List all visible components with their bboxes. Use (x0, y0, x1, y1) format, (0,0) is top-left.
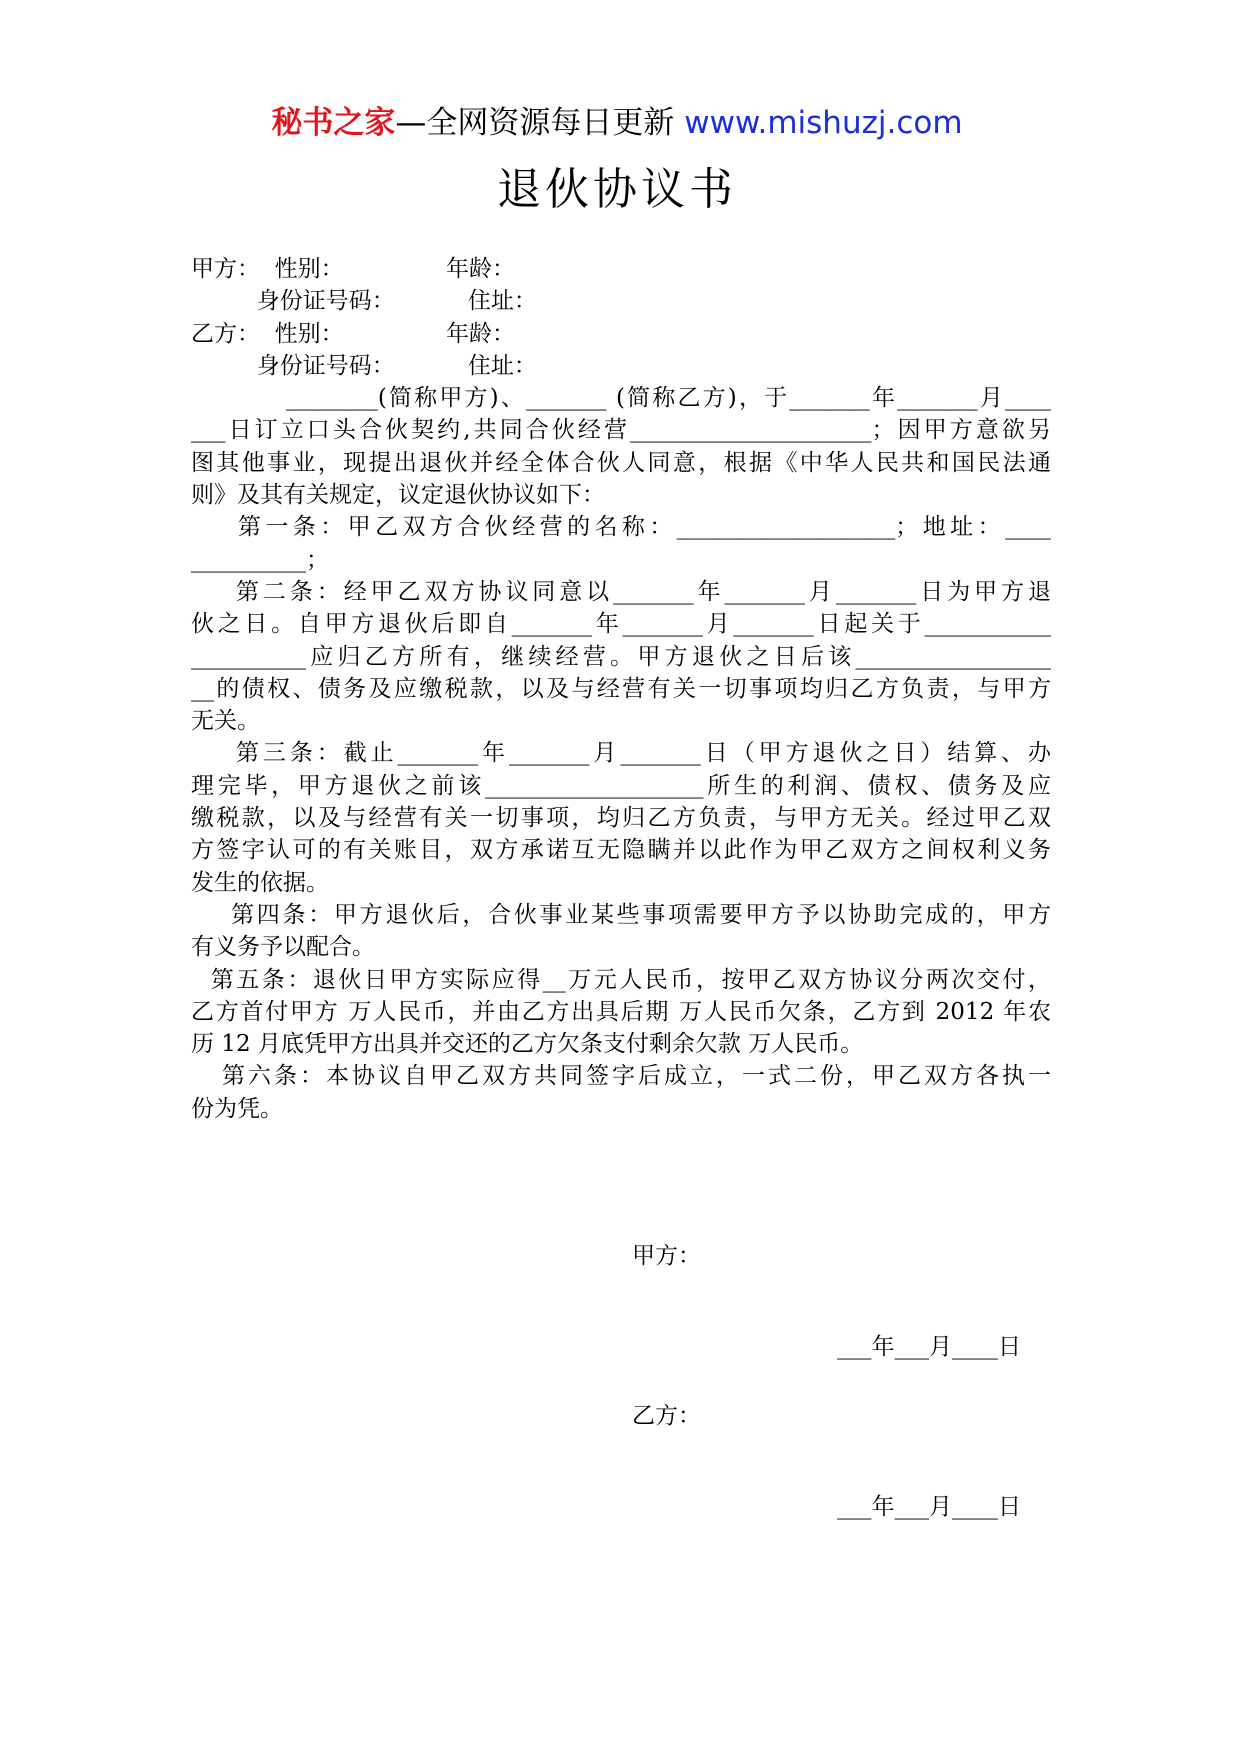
body-line: 历 12 月底凭甲方出具并交还的乙方欠条支付剩余欠款 万人民币。 (191, 1031, 864, 1058)
brand-name: 秘书之家 (271, 105, 396, 141)
body-line: 图其他事业，现提出退伙并经全体合伙人同意，根据《中华人民共和国民法通 (191, 449, 1051, 476)
agreement-body (191, 253, 1051, 1125)
body-line: ___日订立口头合伙契约,共同合伙经营_____________________；因甲方意欲另 (191, 417, 1051, 444)
body-line: 身份证号码： 住址： (191, 352, 537, 379)
body-line: 乙方： 性别： 年龄： (191, 320, 515, 347)
body-line: 份为凭。 (191, 1095, 283, 1122)
body-line: 甲方： 性别： 年龄： (191, 256, 515, 282)
body-line: 第六条：本协议自甲乙双方共同签字后成立，一式二份，甲乙双方各执一 (191, 1063, 1051, 1090)
party-a-date: ___年___月____日 (837, 1334, 1021, 1360)
body-line: 第三条：截止_______年_______月_______日（甲方退伙之日）结算、办 (191, 740, 1051, 767)
party-a-signature-label: 甲方： (632, 1243, 701, 1269)
body-line: 无关。 (191, 708, 260, 735)
body-line: 发生的依据。 (191, 869, 329, 896)
party-b-signature-label: 乙方： (632, 1403, 701, 1429)
body-line: 第四条：甲方退伙后，合伙事业某些事项需要甲方予以协助完成的，甲方 (191, 901, 1051, 928)
body-line: __________应归乙方所有，继续经营。甲方退伙之日后该_________________ (191, 643, 1051, 670)
body-line: __的债权、债务及应缴税款，以及与经营有关一切事项均归乙方负责，与甲方 (191, 675, 1051, 702)
body-line: __________； (191, 546, 329, 573)
body-line: ________(简称甲方)、_______ (简称乙方)，于_______年_______月____ (191, 385, 1051, 412)
body-line: 方签字认可的有关账目，双方承诺互无隐瞒并以此作为甲乙双方之间权利义务 (191, 837, 1051, 864)
body-line: 缴税款，以及与经营有关一切事项，均归乙方负责，与甲方无关。经过甲乙双 (191, 805, 1051, 832)
body-line: 有义务予以配合。 (191, 934, 375, 961)
body-line: 第一条：甲乙双方合伙经营的名称：___________________；地址：____ (191, 514, 1051, 541)
body-line: 则》及其有关规定，议定退伙协议如下： (191, 482, 605, 509)
document-title: 退伙协议书 (497, 164, 737, 215)
body-line: 身份证号码： 住址： (191, 288, 537, 315)
body-line: 理完毕，甲方退伙之前该___________________所生的利润、债权、债务及应 (191, 772, 1051, 799)
body-line: 伙之日。自甲方退伙后即自_______年_______月_______日起关于___________ (191, 611, 1051, 638)
site-url-link[interactable]: www.mishuzj.com (674, 105, 963, 141)
site-banner (0, 100, 1234, 146)
banner-slogan: —全网资源每日更新 (395, 105, 675, 141)
body-line: 第二条：经甲乙双方协议同意以_______年_______月_______日为甲方退 (191, 578, 1051, 605)
body-line: 乙方首付甲方 万人民币，并由乙方出具后期 万人民币欠条，乙方到 2012 年农 (191, 998, 1051, 1025)
party-b-date: ___年___月____日 (837, 1494, 1021, 1520)
body-line: 第五条：退伙日甲方实际应得__万元人民币，按甲乙双方协议分两次交付， (191, 966, 1051, 993)
